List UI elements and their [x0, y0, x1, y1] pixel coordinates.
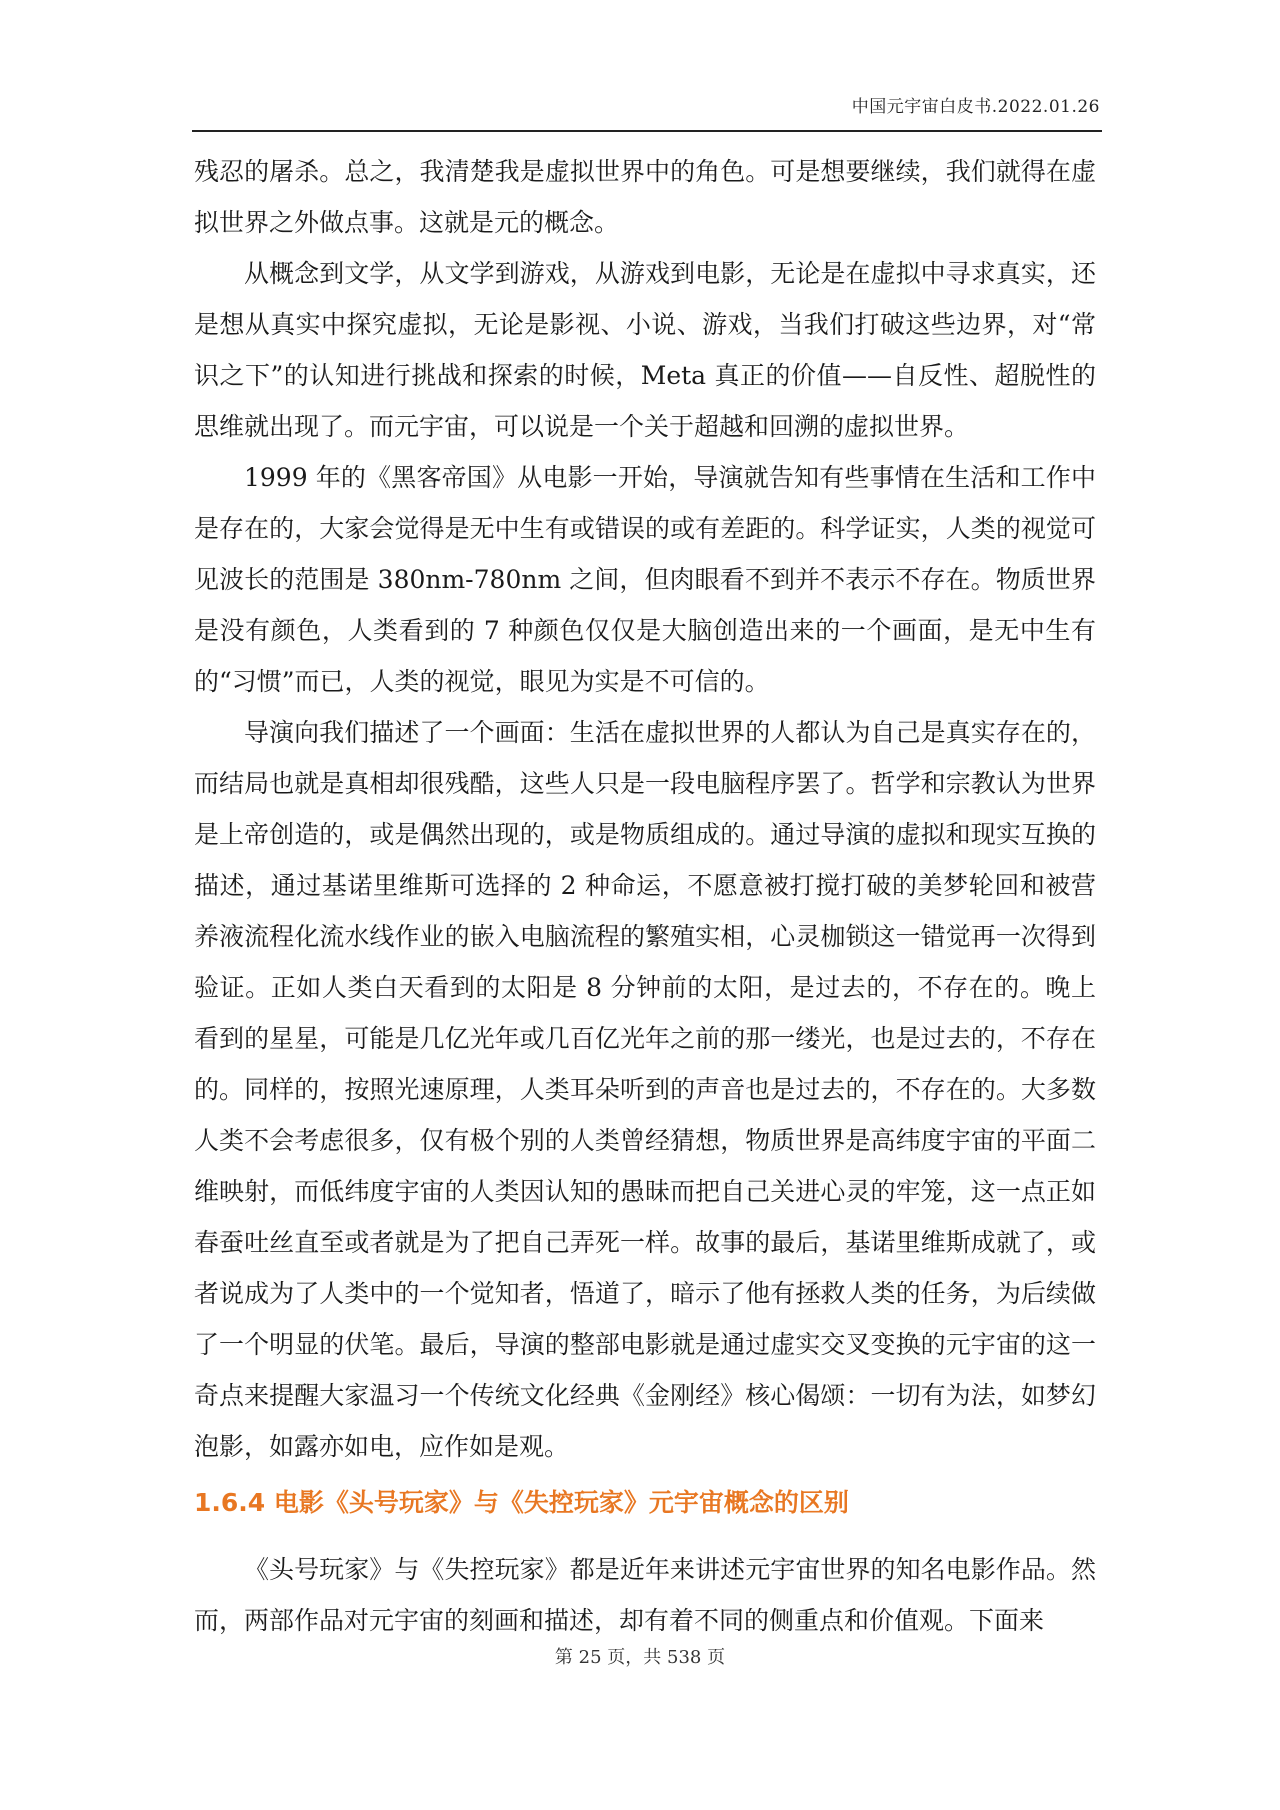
- body-paragraph: 导演向我们描述了一个画面：生活在虚拟世界的人都认为自己是真实存在的，而结局也就是真相却很残酷，这些人只是一段电脑程序罢了。哲学和宗教认为世界是上帝创造的，或是偶然出现的，或是物质组成的。通过导演的虚拟和现实互换的描述，通过基诺里维斯可选择的 2 种命运，不愿意被打搅打破的美梦轮回和被营养液流程化流水线作业的嵌入电脑流程的繁殖实相，心灵枷锁这一错觉再一次得到验证。正如人类白天看到的太阳是 8 分钟前的太阳，是过去的，不存在的。晚上看到的星星，可能是几亿光年或几百亿光年之前的那一缕光，也是过去的，不存在的。同样的，按照光速原理，人类耳朵听到的声音也是过去的，不存在的。大多数人类不会考虑很多，仅有极个别的人类曾经猜想，物质世界是高纬度宇宙的平面二维映射，而低纬度宇宙的人类因认知的愚昧而把自己关进心灵的牢笼，这一点正如春蚕吐丝直至或者就是为了把自己弄死一样。故事的最后，基诺里维斯成就了，或者说成为了人类中的一个觉知者，悟道了，暗示了他有拯救人类的任务，为后续做了一个明显的伏笔。最后，导演的整部电影就是通过虚实交叉变换的元宇宙的这一奇点来提醒大家温习一个传统文化经典《金刚经》核心偈颂：一切有为法，如梦幻泡影，如露亦如电，应作如是观。: [194, 718, 1096, 1461]
- body-paragraph: 从概念到文学，从文学到游戏，从游戏到电影，无论是在虚拟中寻求真实，还是想从真实中探究虚拟，无论是影视、小说、游戏，当我们打破这些边界，对“常识之下”的认知进行挑战和探索的时候，Meta 真正的价值——自反性、超脱性的思维就出现了。而元宇宙，可以说是一个关于超越和回溯的虚拟世界。: [194, 259, 1096, 441]
- running-header: 中国元宇宙白皮书.2022.01.26: [851, 97, 1100, 117]
- page-body: [194, 146, 1096, 1646]
- body-paragraph: 《头号玩家》与《失控玩家》都是近年来讲述元宇宙世界的知名电影作品。然而，两部作品对元宇宙的刻画和描述，却有着不同的侧重点和价值观。下面来: [194, 1555, 1096, 1635]
- page-footer: 第 25 页，共 538 页: [554, 1647, 726, 1668]
- section-heading: 1.6.4 电影《头号玩家》与《失控玩家》元宇宙概念的区别: [194, 1488, 849, 1517]
- header-divider: [192, 130, 1102, 132]
- body-paragraph: 1999 年的《黑客帝国》从电影一开始，导演就告知有些事情在生活和工作中是存在的，大家会觉得是无中生有或错误的或有差距的。科学证实，人类的视觉可见波长的范围是 380nm-780nm 之间，但肉眼看不到并不表示不存在。物质世界是没有颜色，人类看到的 7 种颜色仅仅是大脑创造出来的一个画面，是无中生有的“习惯”而已，人类的视觉，眼见为实是不可信的。: [194, 463, 1096, 696]
- body-paragraph: 残忍的屠杀。总之，我清楚我是虚拟世界中的角色。可是想要继续，我们就得在虚拟世界之外做点事。这就是元的概念。: [194, 157, 1096, 237]
